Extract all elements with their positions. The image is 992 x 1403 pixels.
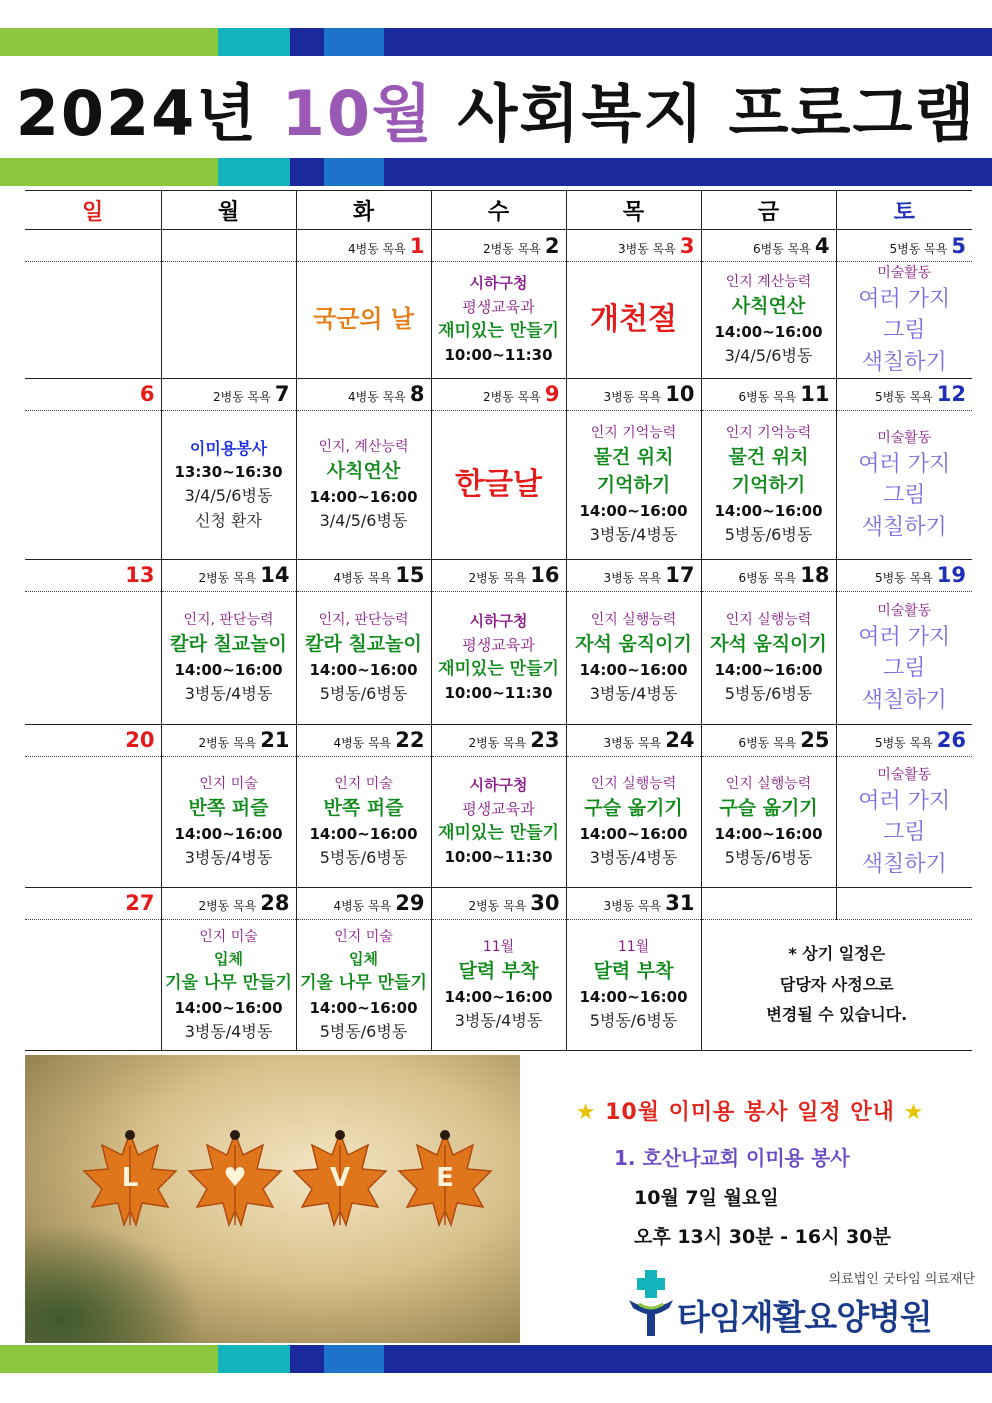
program-line: 5병동/6병동 — [319, 684, 408, 704]
day-number: 16 — [530, 563, 560, 588]
program-line: 인지 실행능력 — [590, 612, 677, 629]
bath-ward-label: 2병동 목욕 — [483, 241, 541, 256]
program-line: 10:00~11:30 — [444, 346, 553, 365]
day-number: 2 — [544, 233, 560, 258]
program-line: 재미있는 만들기 — [438, 320, 559, 341]
date-cell-mon — [161, 887, 296, 919]
program-line: 5병동/6병동 — [319, 1021, 408, 1041]
star-icon: ★ — [903, 1100, 925, 1125]
program-line: 그림 — [882, 318, 926, 344]
program-line: 사칙연산 — [326, 460, 401, 483]
bath-ward-label: 4병동 목욕 — [333, 736, 392, 751]
program-line: 색칠하기 — [861, 514, 947, 540]
bath-ward-label: 4병동 목욕 — [333, 571, 392, 586]
day-number: 11 — [800, 382, 830, 407]
program-line: 14:00~16:00 — [714, 323, 823, 342]
date-cell-fri — [701, 230, 836, 262]
program-cell-thu — [566, 410, 701, 559]
date-cell-fri — [701, 724, 836, 756]
program-line: 기울 나무 만들기 — [300, 973, 427, 994]
program-cell-thu — [566, 919, 701, 1050]
info-title — [530, 1095, 970, 1126]
program-cell-sat — [836, 591, 972, 724]
date-cell-tue — [296, 887, 431, 919]
program-line: 3병동/4병동 — [184, 848, 273, 868]
day-number: 21 — [260, 728, 290, 753]
title-year: 2024년 — [15, 77, 259, 150]
bath-ward-label: 2병동 목욕 — [198, 571, 257, 586]
program-cell-wed — [431, 919, 566, 1050]
day-number: 10 — [665, 382, 695, 407]
program-line: 3/4/5/6병동 — [184, 486, 273, 506]
date-cell-sun — [25, 724, 161, 756]
program-line: 14:00~16:00 — [174, 998, 283, 1017]
program-line: 신청 환자 — [195, 510, 262, 530]
date-cell-thu — [566, 724, 701, 756]
date-cell-sun — [25, 559, 161, 591]
day-number: 3 — [679, 233, 695, 258]
holiday-label: 국군의 날 — [312, 305, 415, 334]
maple-leaf-icon — [80, 1125, 180, 1235]
date-cell-thu — [566, 887, 701, 919]
program-line: 시하구청 — [469, 776, 528, 795]
program-line: 5병동/6병동 — [724, 684, 813, 704]
date-cell-tue — [296, 559, 431, 591]
program-cell-fri — [701, 591, 836, 724]
program-line: 14:00~16:00 — [174, 825, 283, 844]
weekday-sun: 일 — [25, 191, 161, 230]
program-cell-wed — [431, 591, 566, 724]
program-line: 달력 부착 — [593, 960, 674, 983]
day-number: 20 — [125, 728, 155, 753]
week-content-row — [25, 262, 972, 379]
program-cell-tue — [296, 591, 431, 724]
date-cell-mon — [161, 230, 296, 262]
program-line: 인지, 판단능력 — [183, 612, 274, 629]
day-number: 28 — [260, 891, 290, 916]
bath-ward-label: 3병동 목욕 — [603, 571, 662, 586]
program-line: 3병동/4병동 — [184, 684, 273, 704]
program-cell-sun — [25, 756, 161, 887]
day-number: 30 — [530, 891, 560, 916]
program-line: 그림 — [882, 483, 926, 509]
program-cell-sat — [836, 262, 972, 379]
week-date-row — [25, 559, 972, 591]
program-cell-tue — [296, 410, 431, 559]
day-number: 31 — [665, 891, 695, 916]
program-line: 자석 움직이기 — [710, 633, 827, 656]
bath-ward-label: 2병동 목욕 — [468, 571, 527, 586]
program-line: 10:00~11:30 — [444, 848, 553, 867]
info-time: 오후 13시 30분 - 16시 30분 — [634, 1226, 891, 1248]
program-line: 3병동/4병동 — [589, 848, 678, 868]
program-line: 물건 위치 — [728, 446, 809, 469]
program-line: 인지 미술 — [334, 928, 393, 945]
program-line: 14:00~16:00 — [579, 825, 688, 844]
program-cell-wed — [431, 410, 566, 559]
program-cell-sun — [25, 262, 161, 379]
day-number: 9 — [544, 382, 560, 407]
weekday-header — [25, 191, 972, 230]
program-cell-thu — [566, 262, 701, 379]
date-cell-tue — [296, 724, 431, 756]
program-line: 인지 기억능력 — [590, 425, 677, 442]
bath-ward-label: 2병동 목욕 — [213, 390, 271, 405]
program-line: 14:00~16:00 — [579, 661, 688, 680]
program-line: 그림 — [882, 656, 926, 682]
program-line: 인지 실행능력 — [590, 776, 677, 793]
program-line: 10:00~11:30 — [444, 684, 553, 703]
leaf-letter: E — [436, 1163, 454, 1193]
program-cell-mon — [161, 756, 296, 887]
date-cell-wed — [431, 559, 566, 591]
program-line: 구슬 옮기기 — [719, 797, 818, 820]
week-date-row — [25, 724, 972, 756]
bath-ward-label: 4병동 목욕 — [348, 241, 406, 256]
program-line: 기억하기 — [596, 474, 671, 497]
page-title — [0, 72, 992, 156]
program-line: 평생교육과 — [462, 297, 535, 316]
hospital-cross-icon — [625, 1270, 677, 1338]
program-line: 5병동/6병동 — [724, 525, 813, 545]
star-icon: ★ — [575, 1100, 597, 1125]
program-line: 14:00~16:00 — [444, 988, 553, 1007]
program-line: 14:00~16:00 — [174, 661, 283, 680]
day-number: 17 — [665, 563, 695, 588]
foundation-name: 의료법인 굿타임 의료재단 — [828, 1272, 975, 1287]
day-number: 19 — [936, 563, 966, 588]
bath-ward-label: 5병동 목욕 — [874, 571, 933, 586]
program-line: 인지 미술 — [199, 928, 258, 945]
program-line: 14:00~16:00 — [714, 502, 823, 521]
day-number: 15 — [395, 563, 425, 588]
week-date-row — [25, 887, 972, 919]
holiday-label: 한글날 — [455, 466, 542, 502]
program-line: 3병동/4병동 — [589, 525, 678, 545]
day-number: 7 — [274, 382, 290, 407]
program-line: 여러 가지 — [858, 452, 951, 478]
program-line: 미술활동 — [877, 429, 932, 446]
bath-ward-label: 4병동 목욕 — [333, 899, 392, 914]
program-cell-mon — [161, 262, 296, 379]
bath-ward-label: 3병동 목욕 — [618, 241, 676, 256]
bath-ward-label: 2병동 목욕 — [468, 899, 527, 914]
day-number: 29 — [395, 891, 425, 916]
program-line: 14:00~16:00 — [714, 825, 823, 844]
date-cell-sat — [836, 887, 972, 919]
bath-ward-label: 6병동 목욕 — [753, 241, 811, 256]
program-line: 14:00~16:00 — [714, 661, 823, 680]
date-cell-sun — [25, 378, 161, 410]
program-line: 여러 가지 — [858, 625, 951, 651]
date-cell-fri — [701, 559, 836, 591]
program-cell-sat — [836, 410, 972, 559]
program-line: 5병동/6병동 — [319, 848, 408, 868]
week-content-row — [25, 410, 972, 559]
program-line: 재미있는 만들기 — [438, 658, 559, 679]
leaf-letter: ♥ — [223, 1163, 247, 1193]
program-line: 인지 실행능력 — [725, 776, 812, 793]
program-line: 14:00~16:00 — [579, 988, 688, 1007]
day-number: 6 — [139, 382, 155, 407]
day-number: 12 — [936, 382, 966, 407]
day-number: 18 — [800, 563, 830, 588]
haircut-volunteer-info — [530, 1095, 970, 1249]
leaf-letter: V — [329, 1163, 351, 1193]
bath-ward-label: 5병동 목욕 — [874, 736, 933, 751]
program-cell-wed — [431, 262, 566, 379]
schedule-note-line: 변경될 수 있습니다. — [766, 1005, 908, 1025]
program-cell-tue — [296, 919, 431, 1050]
program-cell-fri — [701, 262, 836, 379]
day-number: 25 — [800, 728, 830, 753]
date-cell-sat — [836, 724, 972, 756]
hospital-name: 타임재활요양병원 — [677, 1298, 932, 1338]
bath-ward-label: 3병동 목욕 — [603, 899, 662, 914]
program-line: 그림 — [882, 820, 926, 846]
bath-ward-label: 2병동 목욕 — [468, 736, 527, 751]
program-cell-sun — [25, 410, 161, 559]
program-line: 미술활동 — [877, 766, 932, 783]
bath-ward-label: 5병동 목욕 — [874, 390, 933, 405]
bath-ward-label: 3병동 목욕 — [603, 390, 662, 405]
program-line: 인지 기억능력 — [725, 425, 812, 442]
bath-ward-label: 2병동 목욕 — [198, 736, 257, 751]
program-cell-mon — [161, 919, 296, 1050]
program-line: 11월 — [482, 939, 515, 956]
date-cell-wed — [431, 230, 566, 262]
program-cell-mon — [161, 410, 296, 559]
program-line: 색칠하기 — [861, 687, 947, 713]
weekday-tue: 화 — [296, 191, 431, 230]
program-line: 기울 나무 만들기 — [165, 973, 292, 994]
program-cell-mon — [161, 591, 296, 724]
schedule-note-line: * 상기 일정은 — [788, 944, 886, 964]
program-line: 인지, 계산능력 — [318, 439, 409, 456]
program-line: 14:00~16:00 — [309, 998, 418, 1017]
program-cell-fri — [701, 410, 836, 559]
program-line: 입체 — [349, 949, 378, 968]
date-cell-mon — [161, 559, 296, 591]
date-cell-thu — [566, 378, 701, 410]
week-date-row — [25, 230, 972, 262]
date-cell-wed — [431, 378, 566, 410]
program-line: 재미있는 만들기 — [438, 822, 559, 843]
program-line: 14:00~16:00 — [309, 825, 418, 844]
day-number: 1 — [409, 233, 425, 258]
top-color-band — [0, 28, 992, 56]
program-line: 11월 — [617, 939, 650, 956]
date-cell-mon — [161, 378, 296, 410]
day-number: 27 — [125, 891, 155, 916]
program-cell-thu — [566, 756, 701, 887]
program-line: 입체 — [214, 949, 243, 968]
day-number: 22 — [395, 728, 425, 753]
date-cell-sun — [25, 887, 161, 919]
program-cell-fri — [701, 919, 972, 1050]
bath-ward-label: 6병동 목욕 — [738, 571, 797, 586]
weekday-fri: 금 — [701, 191, 836, 230]
bath-ward-label: 2병동 목욕 — [198, 899, 257, 914]
program-line: 반쪽 퍼즐 — [188, 797, 269, 820]
bottom-color-band — [0, 1345, 992, 1373]
week-content-row — [25, 756, 972, 887]
weekday-thu: 목 — [566, 191, 701, 230]
date-cell-sat — [836, 378, 972, 410]
program-line: 여러 가지 — [858, 287, 951, 313]
bath-ward-label: 2병동 목욕 — [483, 390, 541, 405]
date-cell-wed — [431, 887, 566, 919]
day-number: 5 — [951, 233, 966, 258]
title-rest: 사회복지 프로그램 — [457, 77, 977, 150]
calendar-table — [25, 190, 972, 1051]
program-line: 칼라 칠교놀이 — [305, 633, 422, 656]
program-line: 3병동/4병동 — [589, 684, 678, 704]
love-leaves-photo — [25, 1055, 520, 1343]
maple-leaf-icon — [395, 1125, 495, 1235]
program-line: 기억하기 — [731, 474, 806, 497]
program-line: 구슬 옮기기 — [584, 797, 683, 820]
date-cell-thu — [566, 230, 701, 262]
date-cell-tue — [296, 230, 431, 262]
program-cell-tue — [296, 262, 431, 379]
bath-ward-label: 5병동 목욕 — [889, 241, 948, 256]
program-line: 5병동/6병동 — [589, 1011, 678, 1031]
week-date-row — [25, 378, 972, 410]
program-line: 미술활동 — [877, 265, 932, 281]
program-line: 시하구청 — [469, 274, 528, 293]
program-line: 3/4/5/6병동 — [724, 346, 813, 366]
bath-ward-label: 6병동 목욕 — [738, 736, 797, 751]
program-line: 13:30~16:30 — [174, 463, 283, 482]
program-line: 칼라 칠교놀이 — [170, 633, 287, 656]
info-title-text: 10월 이미용 봉사 일정 안내 — [605, 1100, 895, 1125]
program-cell-tue — [296, 756, 431, 887]
weekday-mon: 월 — [161, 191, 296, 230]
date-cell-mon — [161, 724, 296, 756]
program-line: 반쪽 퍼즐 — [323, 797, 404, 820]
program-line: 인지 미술 — [199, 776, 258, 793]
program-line: 색칠하기 — [861, 851, 947, 877]
program-cell-wed — [431, 756, 566, 887]
program-cell-sun — [25, 919, 161, 1050]
mid-color-band — [0, 158, 992, 186]
date-cell-sat — [836, 559, 972, 591]
day-number: 8 — [409, 382, 425, 407]
weekday-sat: 토 — [836, 191, 972, 230]
schedule-note-line: 담당자 사정으로 — [779, 974, 894, 994]
week-content-row — [25, 919, 972, 1050]
program-line: 인지 실행능력 — [725, 612, 812, 629]
date-cell-fri — [701, 378, 836, 410]
program-cell-fri — [701, 756, 836, 887]
day-number: 24 — [665, 728, 695, 753]
leaf-letter: L — [121, 1163, 139, 1193]
day-number: 4 — [814, 233, 830, 258]
photo-blur — [25, 1223, 205, 1343]
day-number: 26 — [936, 728, 966, 753]
program-line: 이미용봉사 — [189, 438, 268, 458]
program-line: 색칠하기 — [861, 349, 947, 375]
program-cell-sat — [836, 756, 972, 887]
program-line: 인지, 판단능력 — [318, 612, 409, 629]
program-line: 14:00~16:00 — [309, 488, 418, 507]
program-line: 미술활동 — [877, 602, 932, 619]
maple-leaf-icon — [185, 1125, 285, 1235]
maple-leaf-icon — [290, 1125, 390, 1235]
program-line: 5병동/6병동 — [724, 848, 813, 868]
weekday-wed: 수 — [431, 191, 566, 230]
program-line: 달력 부착 — [458, 960, 539, 983]
program-line: 인지 미술 — [334, 776, 393, 793]
program-line: 평생교육과 — [462, 799, 535, 818]
day-number: 13 — [125, 563, 155, 588]
bath-ward-label: 3병동 목욕 — [603, 736, 662, 751]
hospital-logo — [625, 1268, 975, 1340]
program-cell-sun — [25, 591, 161, 724]
bath-ward-label: 6병동 목욕 — [738, 390, 797, 405]
program-line: 여러 가지 — [858, 789, 951, 815]
info-date: 10월 7일 월요일 — [634, 1187, 779, 1209]
holiday-label: 개천절 — [590, 301, 677, 337]
date-cell-wed — [431, 724, 566, 756]
program-line: 인지 계산능력 — [725, 274, 812, 291]
program-line: 14:00~16:00 — [309, 661, 418, 680]
week-content-row — [25, 591, 972, 724]
program-line: 3/4/5/6병동 — [319, 511, 408, 531]
title-month: 10월 — [281, 77, 434, 150]
program-line: 물건 위치 — [593, 446, 674, 469]
program-line: 사칙연산 — [731, 295, 806, 318]
program-line: 자석 움직이기 — [575, 633, 692, 656]
program-line: 3병동/4병동 — [184, 1021, 273, 1041]
date-cell-fri — [701, 887, 836, 919]
program-line: 3병동/4병동 — [454, 1011, 543, 1031]
date-cell-sun — [25, 230, 161, 262]
program-line: 평생교육과 — [462, 635, 535, 654]
day-number: 14 — [260, 563, 290, 588]
program-line: 14:00~16:00 — [579, 502, 688, 521]
program-cell-thu — [566, 591, 701, 724]
date-cell-sat — [836, 230, 972, 262]
info-subtitle: 1. 호산나교회 이미용 봉사 — [614, 1146, 850, 1170]
day-number: 23 — [530, 728, 560, 753]
bath-ward-label: 4병동 목욕 — [348, 390, 406, 405]
date-cell-thu — [566, 559, 701, 591]
date-cell-tue — [296, 378, 431, 410]
program-line: 시하구청 — [469, 612, 528, 631]
